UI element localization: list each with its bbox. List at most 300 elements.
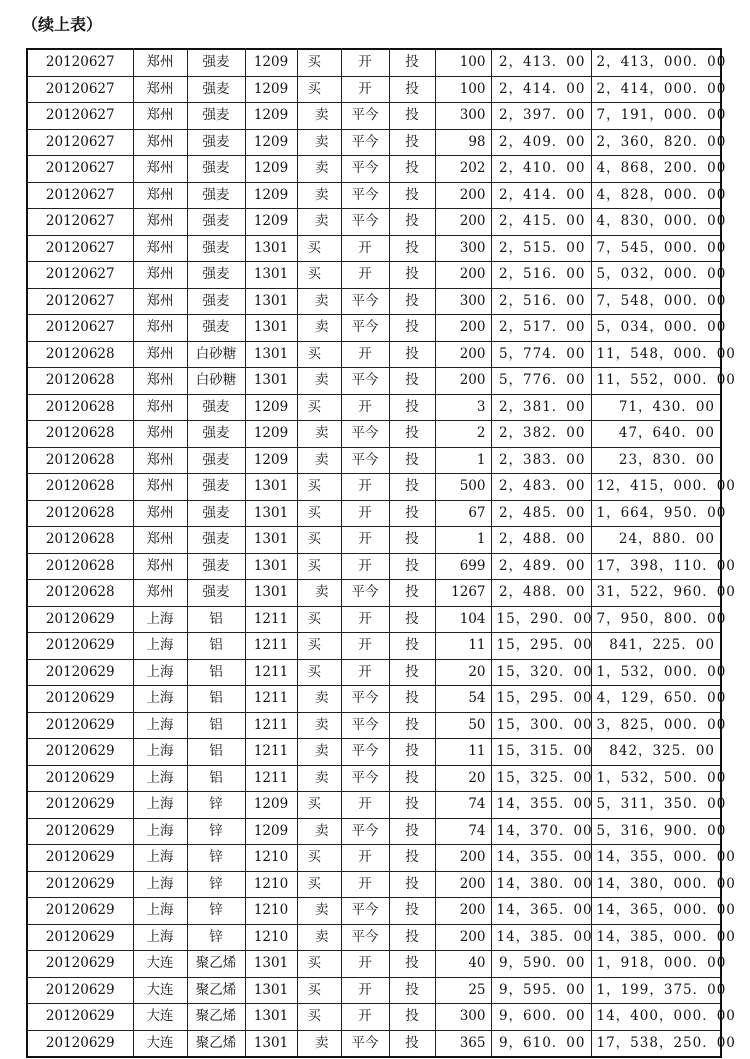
offset-cell: 开: [341, 659, 389, 686]
trade-date-cell: 20120629: [27, 818, 133, 845]
direction-cell: 卖: [297, 818, 341, 845]
trade-date-cell: 20120628: [27, 580, 133, 607]
exchange-cell: 郑州: [133, 209, 187, 236]
contract-cell: 1209: [245, 209, 297, 236]
offset-cell: 开: [341, 606, 389, 633]
price-cell: 2，409．00: [491, 129, 591, 156]
product-cell: 强麦: [187, 156, 245, 183]
exchange-cell: 上海: [133, 659, 187, 686]
amount-cell: 14，380，000．00: [591, 871, 721, 898]
hedge-flag-cell: 投: [389, 500, 435, 527]
exchange-cell: 郑州: [133, 580, 187, 607]
direction-cell: 卖: [297, 686, 341, 713]
trade-date-cell: 20120628: [27, 500, 133, 527]
exchange-cell: 上海: [133, 845, 187, 872]
table-row: [27, 739, 721, 766]
quantity-cell: 200: [435, 368, 491, 395]
contract-cell: 1210: [245, 845, 297, 872]
amount-cell: 14，355，000．00: [591, 845, 721, 872]
price-cell: 15，315．00: [491, 739, 591, 766]
price-cell: 9，590．00: [491, 951, 591, 978]
contract-cell: 1301: [245, 288, 297, 315]
amount-cell: 1，664，950．00: [591, 500, 721, 527]
offset-cell: 平今: [341, 129, 389, 156]
direction-cell: 卖: [297, 156, 341, 183]
amount-cell: 12，415，000．00: [591, 474, 721, 501]
amount-cell: 5，034，000．00: [591, 315, 721, 342]
offset-cell: 平今: [341, 156, 389, 183]
offset-cell: 开: [341, 951, 389, 978]
amount-cell: 14，385，000．00: [591, 924, 721, 951]
product-cell: 铝: [187, 712, 245, 739]
amount-cell: 7，545，000．00: [591, 235, 721, 262]
quantity-cell: 50: [435, 712, 491, 739]
price-cell: 14，355．00: [491, 792, 591, 819]
trade-date-cell: 20120627: [27, 315, 133, 342]
contract-cell: 1211: [245, 739, 297, 766]
offset-cell: 开: [341, 871, 389, 898]
quantity-cell: 500: [435, 474, 491, 501]
trade-date-cell: 20120628: [27, 474, 133, 501]
hedge-flag-cell: 投: [389, 659, 435, 686]
product-cell: 锌: [187, 818, 245, 845]
trade-date-cell: 20120627: [27, 49, 133, 76]
contract-cell: 1211: [245, 633, 297, 660]
exchange-cell: 郑州: [133, 262, 187, 289]
exchange-cell: 郑州: [133, 76, 187, 103]
quantity-cell: 200: [435, 262, 491, 289]
trade-date-cell: 20120629: [27, 871, 133, 898]
table-row: [27, 527, 721, 554]
exchange-cell: 郑州: [133, 235, 187, 262]
table-row: [27, 235, 721, 262]
offset-cell: 平今: [341, 315, 389, 342]
exchange-cell: 大连: [133, 977, 187, 1004]
offset-cell: 开: [341, 633, 389, 660]
hedge-flag-cell: 投: [389, 315, 435, 342]
hedge-flag-cell: 投: [389, 977, 435, 1004]
amount-cell: 1，532，000．00: [591, 659, 721, 686]
product-cell: 强麦: [187, 288, 245, 315]
offset-cell: 开: [341, 553, 389, 580]
exchange-cell: 上海: [133, 686, 187, 713]
amount-cell: 31，522，960．00: [591, 580, 721, 607]
offset-cell: 平今: [341, 739, 389, 766]
price-cell: 2，397．00: [491, 103, 591, 130]
contract-cell: 1211: [245, 659, 297, 686]
hedge-flag-cell: 投: [389, 1004, 435, 1031]
hedge-flag-cell: 投: [389, 368, 435, 395]
quantity-cell: 1: [435, 527, 491, 554]
offset-cell: 平今: [341, 421, 389, 448]
product-cell: 铝: [187, 633, 245, 660]
hedge-flag-cell: 投: [389, 686, 435, 713]
direction-cell: 卖: [297, 898, 341, 925]
table-row: [27, 49, 721, 76]
price-cell: 2，516．00: [491, 288, 591, 315]
direction-cell: 买: [297, 553, 341, 580]
product-cell: 白砂糖: [187, 368, 245, 395]
direction-cell: 买: [297, 977, 341, 1004]
trade-table: [26, 48, 736, 1058]
contract-cell: 1209: [245, 49, 297, 76]
contract-cell: 1301: [245, 368, 297, 395]
exchange-cell: 上海: [133, 924, 187, 951]
amount-cell: 17，538，250．00: [591, 1030, 721, 1057]
amount-cell: 11，548，000．00: [591, 341, 721, 368]
direction-cell: 买: [297, 235, 341, 262]
direction-cell: 卖: [297, 739, 341, 766]
hedge-flag-cell: 投: [389, 845, 435, 872]
direction-cell: 卖: [297, 182, 341, 209]
trade-date-cell: 20120628: [27, 368, 133, 395]
amount-cell: 2，414，000．00: [591, 76, 721, 103]
exchange-cell: 郑州: [133, 341, 187, 368]
product-cell: 强麦: [187, 49, 245, 76]
trade-date-cell: 20120627: [27, 235, 133, 262]
exchange-cell: 郑州: [133, 527, 187, 554]
trade-date-cell: 20120629: [27, 845, 133, 872]
trade-date-cell: 20120629: [27, 1004, 133, 1031]
trade-table-body: [27, 49, 736, 1057]
offset-cell: 开: [341, 474, 389, 501]
price-cell: 2，483．00: [491, 474, 591, 501]
table-row: [27, 447, 721, 474]
contract-cell: 1301: [245, 951, 297, 978]
trade-date-cell: 20120629: [27, 659, 133, 686]
offset-cell: 开: [341, 394, 389, 421]
exchange-cell: 郑州: [133, 394, 187, 421]
trade-date-cell: 20120629: [27, 792, 133, 819]
table-row: [27, 765, 721, 792]
price-cell: 9，610．00: [491, 1030, 591, 1057]
offset-cell: 开: [341, 235, 389, 262]
trade-date-cell: 20120628: [27, 394, 133, 421]
table-row: [27, 474, 721, 501]
product-cell: 聚乙烯: [187, 977, 245, 1004]
price-cell: 2，488．00: [491, 527, 591, 554]
product-cell: 强麦: [187, 447, 245, 474]
direction-cell: 卖: [297, 1030, 341, 1057]
direction-cell: 卖: [297, 129, 341, 156]
offset-cell: 开: [341, 341, 389, 368]
table-row: [27, 288, 721, 315]
exchange-cell: 大连: [133, 951, 187, 978]
quantity-cell: 365: [435, 1030, 491, 1057]
hedge-flag-cell: 投: [389, 235, 435, 262]
quantity-cell: 98: [435, 129, 491, 156]
price-cell: 9，600．00: [491, 1004, 591, 1031]
hedge-flag-cell: 投: [389, 818, 435, 845]
product-cell: 聚乙烯: [187, 1030, 245, 1057]
product-cell: 强麦: [187, 209, 245, 236]
hedge-flag-cell: 投: [389, 580, 435, 607]
trade-date-cell: 20120628: [27, 447, 133, 474]
price-cell: 2，489．00: [491, 553, 591, 580]
exchange-cell: 郑州: [133, 500, 187, 527]
quantity-cell: 104: [435, 606, 491, 633]
trade-date-cell: 20120629: [27, 924, 133, 951]
hedge-flag-cell: 投: [389, 739, 435, 766]
product-cell: 强麦: [187, 527, 245, 554]
offset-cell: 开: [341, 1004, 389, 1031]
direction-cell: 卖: [297, 209, 341, 236]
direction-cell: 买: [297, 527, 341, 554]
price-cell: 2，517．00: [491, 315, 591, 342]
price-cell: 15，295．00: [491, 633, 591, 660]
contract-cell: 1301: [245, 977, 297, 1004]
table-row: [27, 951, 721, 978]
amount-cell: 5，311，350．00: [591, 792, 721, 819]
hedge-flag-cell: 投: [389, 633, 435, 660]
table-row: [27, 103, 721, 130]
product-cell: 锌: [187, 845, 245, 872]
contract-cell: 1209: [245, 394, 297, 421]
hedge-flag-cell: 投: [389, 898, 435, 925]
quantity-cell: 200: [435, 209, 491, 236]
contract-cell: 1209: [245, 792, 297, 819]
amount-cell: 24，880．00: [591, 527, 721, 554]
quantity-cell: 200: [435, 924, 491, 951]
offset-cell: 开: [341, 49, 389, 76]
quantity-cell: 25: [435, 977, 491, 1004]
quantity-cell: 1267: [435, 580, 491, 607]
price-cell: 2，382．00: [491, 421, 591, 448]
price-cell: 14，365．00: [491, 898, 591, 925]
exchange-cell: 郑州: [133, 553, 187, 580]
contract-cell: 1210: [245, 871, 297, 898]
amount-cell: 11，552，000．00: [591, 368, 721, 395]
quantity-cell: 202: [435, 156, 491, 183]
offset-cell: 开: [341, 527, 389, 554]
hedge-flag-cell: 投: [389, 262, 435, 289]
direction-cell: 买: [297, 659, 341, 686]
table-row: [27, 315, 721, 342]
product-cell: 强麦: [187, 262, 245, 289]
table-row: [27, 871, 721, 898]
amount-cell: 1，199，375．00: [591, 977, 721, 1004]
product-cell: 锌: [187, 924, 245, 951]
price-cell: 14，355．00: [491, 845, 591, 872]
trade-date-cell: 20120629: [27, 606, 133, 633]
amount-cell: 14，400，000．00: [591, 1004, 721, 1031]
exchange-cell: 上海: [133, 898, 187, 925]
amount-cell: 17，398，110．00: [591, 553, 721, 580]
price-cell: 15，290．00: [491, 606, 591, 633]
price-cell: 2，381．00: [491, 394, 591, 421]
trade-date-cell: 20120627: [27, 103, 133, 130]
exchange-cell: 郑州: [133, 474, 187, 501]
quantity-cell: 20: [435, 765, 491, 792]
contract-cell: 1301: [245, 474, 297, 501]
amount-cell: 23，830．00: [591, 447, 721, 474]
contract-cell: 1209: [245, 156, 297, 183]
amount-cell: 5，316，900．00: [591, 818, 721, 845]
table-row: [27, 818, 721, 845]
product-cell: 铝: [187, 739, 245, 766]
table-row: [27, 633, 721, 660]
product-cell: 强麦: [187, 129, 245, 156]
contract-cell: 1210: [245, 924, 297, 951]
contract-cell: 1301: [245, 262, 297, 289]
trade-date-cell: 20120629: [27, 765, 133, 792]
exchange-cell: 郑州: [133, 368, 187, 395]
hedge-flag-cell: 投: [389, 209, 435, 236]
direction-cell: 买: [297, 1004, 341, 1031]
price-cell: 2，414．00: [491, 182, 591, 209]
offset-cell: 平今: [341, 1030, 389, 1057]
table-row: [27, 394, 721, 421]
direction-cell: 买: [297, 474, 341, 501]
contract-cell: 1211: [245, 606, 297, 633]
contract-cell: 1209: [245, 182, 297, 209]
amount-cell: 4，830，000．00: [591, 209, 721, 236]
hedge-flag-cell: 投: [389, 49, 435, 76]
exchange-cell: 上海: [133, 818, 187, 845]
table-row: [27, 659, 721, 686]
quantity-cell: 300: [435, 235, 491, 262]
hedge-flag-cell: 投: [389, 341, 435, 368]
product-cell: 白砂糖: [187, 341, 245, 368]
product-cell: 聚乙烯: [187, 951, 245, 978]
hedge-flag-cell: 投: [389, 288, 435, 315]
trade-date-cell: 20120628: [27, 421, 133, 448]
product-cell: 强麦: [187, 182, 245, 209]
hedge-flag-cell: 投: [389, 792, 435, 819]
hedge-flag-cell: 投: [389, 447, 435, 474]
offset-cell: 平今: [341, 686, 389, 713]
offset-cell: 开: [341, 262, 389, 289]
offset-cell: 平今: [341, 765, 389, 792]
quantity-cell: 2: [435, 421, 491, 448]
exchange-cell: 上海: [133, 765, 187, 792]
exchange-cell: 郑州: [133, 182, 187, 209]
quantity-cell: 11: [435, 633, 491, 660]
hedge-flag-cell: 投: [389, 156, 435, 183]
table-row: [27, 368, 721, 395]
product-cell: 铝: [187, 659, 245, 686]
contract-cell: 1209: [245, 447, 297, 474]
hedge-flag-cell: 投: [389, 421, 435, 448]
exchange-cell: 上海: [133, 871, 187, 898]
exchange-cell: 大连: [133, 1004, 187, 1031]
trade-date-cell: 20120628: [27, 527, 133, 554]
quantity-cell: 200: [435, 845, 491, 872]
product-cell: 锌: [187, 871, 245, 898]
price-cell: 2，383．00: [491, 447, 591, 474]
amount-cell: 2，360，820．00: [591, 129, 721, 156]
exchange-cell: 上海: [133, 739, 187, 766]
exchange-cell: 上海: [133, 792, 187, 819]
direction-cell: 买: [297, 76, 341, 103]
offset-cell: 平今: [341, 209, 389, 236]
price-cell: 9，595．00: [491, 977, 591, 1004]
price-cell: 2，515．00: [491, 235, 591, 262]
direction-cell: 卖: [297, 924, 341, 951]
amount-cell: 841，225．00: [591, 633, 721, 660]
trade-date-cell: 20120628: [27, 553, 133, 580]
table-row: [27, 129, 721, 156]
table-row: [27, 156, 721, 183]
table-row: [27, 898, 721, 925]
contract-cell: 1301: [245, 500, 297, 527]
trade-date-cell: 20120629: [27, 951, 133, 978]
offset-cell: 开: [341, 500, 389, 527]
offset-cell: 开: [341, 76, 389, 103]
product-cell: 强麦: [187, 580, 245, 607]
contract-cell: 1209: [245, 76, 297, 103]
table-row: [27, 421, 721, 448]
exchange-cell: 上海: [133, 606, 187, 633]
price-cell: 2，415．00: [491, 209, 591, 236]
amount-cell: 3，825，000．00: [591, 712, 721, 739]
product-cell: 强麦: [187, 235, 245, 262]
price-cell: 15，295．00: [491, 686, 591, 713]
table-row: [27, 580, 721, 607]
contract-cell: 1209: [245, 421, 297, 448]
product-cell: 强麦: [187, 421, 245, 448]
direction-cell: 买: [297, 341, 341, 368]
amount-cell: 5，032，000．00: [591, 262, 721, 289]
table-row: [27, 182, 721, 209]
trade-date-cell: 20120628: [27, 341, 133, 368]
price-cell: 5，776．00: [491, 368, 591, 395]
exchange-cell: 郑州: [133, 103, 187, 130]
exchange-cell: 郑州: [133, 315, 187, 342]
table-row: [27, 209, 721, 236]
product-cell: 强麦: [187, 394, 245, 421]
exchange-cell: 大连: [133, 1030, 187, 1057]
quantity-cell: 100: [435, 76, 491, 103]
direction-cell: 买: [297, 792, 341, 819]
product-cell: 锌: [187, 792, 245, 819]
table-row: [27, 712, 721, 739]
quantity-cell: 67: [435, 500, 491, 527]
quantity-cell: 200: [435, 871, 491, 898]
trade-date-cell: 20120629: [27, 1030, 133, 1057]
hedge-flag-cell: 投: [389, 712, 435, 739]
exchange-cell: 上海: [133, 633, 187, 660]
quantity-cell: 74: [435, 792, 491, 819]
trade-date-cell: 20120627: [27, 209, 133, 236]
price-cell: 14，380．00: [491, 871, 591, 898]
contract-cell: 1209: [245, 103, 297, 130]
contract-cell: 1301: [245, 341, 297, 368]
exchange-cell: 郑州: [133, 421, 187, 448]
product-cell: 聚乙烯: [187, 1004, 245, 1031]
contract-cell: 1301: [245, 235, 297, 262]
hedge-flag-cell: 投: [389, 606, 435, 633]
price-cell: 15，300．00: [491, 712, 591, 739]
quantity-cell: 699: [435, 553, 491, 580]
price-cell: 2，516．00: [491, 262, 591, 289]
price-cell: 14，370．00: [491, 818, 591, 845]
quantity-cell: 200: [435, 315, 491, 342]
table-row: [27, 553, 721, 580]
product-cell: 铝: [187, 606, 245, 633]
exchange-cell: 郑州: [133, 129, 187, 156]
hedge-flag-cell: 投: [389, 129, 435, 156]
amount-cell: 842，325．00: [591, 739, 721, 766]
hedge-flag-cell: 投: [389, 76, 435, 103]
direction-cell: 卖: [297, 447, 341, 474]
amount-cell: 7，950，800．00: [591, 606, 721, 633]
trade-date-cell: 20120627: [27, 76, 133, 103]
price-cell: 15，320．00: [491, 659, 591, 686]
offset-cell: 平今: [341, 288, 389, 315]
contract-cell: 1301: [245, 1030, 297, 1057]
direction-cell: 卖: [297, 712, 341, 739]
